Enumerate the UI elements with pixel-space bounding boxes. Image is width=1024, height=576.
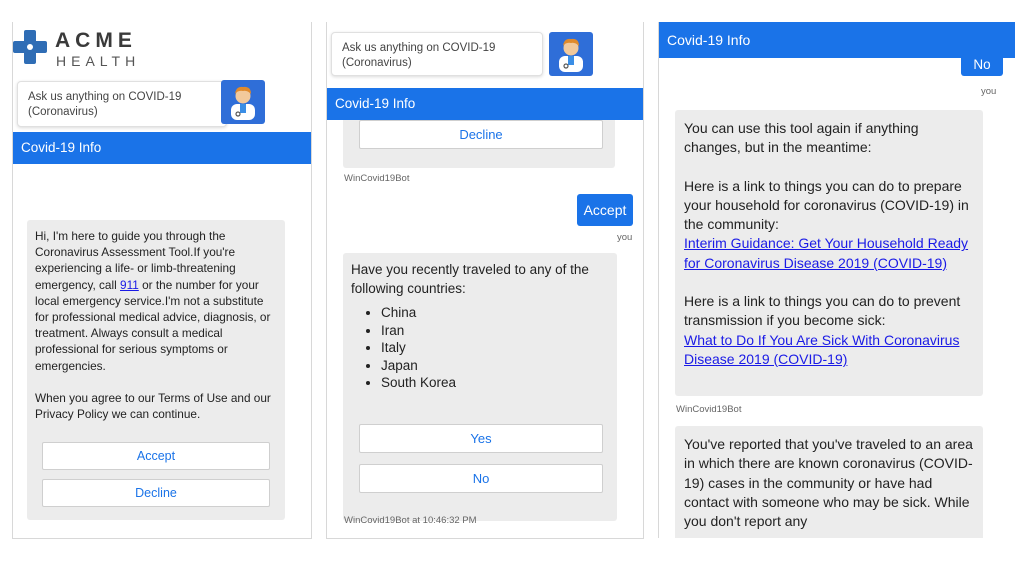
bot-message-previous (343, 120, 615, 168)
ask-prompt[interactable] (331, 32, 543, 76)
header-title: Covid-19 Info (667, 32, 751, 48)
user-message-text: Accept (583, 202, 627, 218)
bot-message-travel (675, 426, 983, 538)
prepare-household-text (684, 177, 974, 273)
tool-again-text: You can use this tool again if anything changes, but in the meantime: (684, 120, 919, 156)
prevent-transmission-text (684, 292, 974, 369)
you-label: you (617, 232, 633, 243)
header-title: Covid-19 Info (335, 96, 416, 111)
list-item: • China (381, 304, 609, 322)
doctor-avatar-icon (221, 80, 265, 124)
you-label: you (981, 86, 997, 97)
travel-question: Have you recently traveled to any of the following countries: (351, 262, 589, 296)
yes-button[interactable]: Yes (359, 424, 603, 453)
list-item: • Japan (381, 357, 609, 375)
user-message (577, 194, 633, 226)
header-title: Covid-19 Info (21, 140, 102, 155)
chat-panel-2 (326, 22, 644, 539)
accept-button[interactable]: Accept (42, 442, 270, 470)
ask-prompt-text: Ask us anything on COVID-19 (Coronavirus) (28, 91, 182, 118)
chat-panel-3 (658, 22, 1015, 538)
doctor-avatar-icon (549, 32, 593, 76)
decline-button[interactable]: Decline (42, 479, 270, 507)
intro-text-part2: or the number for your local emergency service.I'm not a substitute for professional medical advice, diagnosis, or treatment. Always consult a medical professional for serious symptoms or emergencies. (35, 277, 271, 373)
user-message (961, 58, 1003, 76)
bot-name-label: WinCovid19Bot (676, 404, 742, 415)
intro-text (35, 228, 277, 374)
list-item: • South Korea (381, 374, 609, 392)
logo-subtitle: HEALTH (56, 53, 141, 69)
no-button[interactable]: No (359, 464, 603, 493)
what-to-do-link[interactable]: What to Do If You Are Sick With Coronavirus Disease 2019 (COVID-19) (684, 331, 960, 367)
user-message-text: No (973, 57, 991, 72)
ask-prompt-text: Ask us anything on COVID-19 (Coronavirus) (342, 42, 496, 69)
bot-timestamp: WinCovid19Bot at 10:46:32 PM (344, 515, 477, 526)
terms-text: When you agree to our Terms of Use and our Privacy Policy we can continue. (35, 390, 271, 422)
intro-text-part1: Hi, I'm here to guide you through the Coronavirus Assessment Tool.If you're experiencing a life- or limb-threatening emergency, call (35, 229, 236, 292)
emergency-number-link[interactable]: 911 (120, 277, 139, 292)
decline-button[interactable]: Decline (359, 120, 603, 149)
bot-message (27, 220, 285, 520)
chat-header (659, 22, 1015, 58)
bot-message (675, 110, 983, 396)
chat-header (13, 132, 311, 164)
chat-header (327, 88, 643, 120)
prevent-transmission-label: Here is a link to things you can do to prevent transmission if you become sick: (684, 293, 961, 329)
country-list (351, 304, 609, 392)
bot-name-label: WinCovid19Bot (344, 173, 410, 184)
prepare-household-label: Here is a link to things you can do to prepare your household for coronavirus (COVID-19) in the community: (684, 177, 969, 233)
travel-report-text: You've reported that you've traveled to an area in which there are known coronavirus (COVID-19) cases in the community or have had contact with someone who may be sick. While you don't report any (684, 436, 973, 530)
ask-prompt[interactable] (17, 81, 227, 127)
bot-message (343, 253, 617, 521)
chat-panel-1 (12, 22, 312, 539)
interim-guidance-link[interactable]: Interim Guidance: Get Your Household Ready for Coronavirus Disease 2019 (COVID-19) (684, 235, 969, 271)
list-item: • Iran (381, 322, 609, 340)
logo-name: ACME (55, 29, 137, 52)
medical-cross-logo-icon (13, 30, 47, 64)
list-item: • Italy (381, 339, 609, 357)
acme-health-logo (13, 26, 213, 69)
